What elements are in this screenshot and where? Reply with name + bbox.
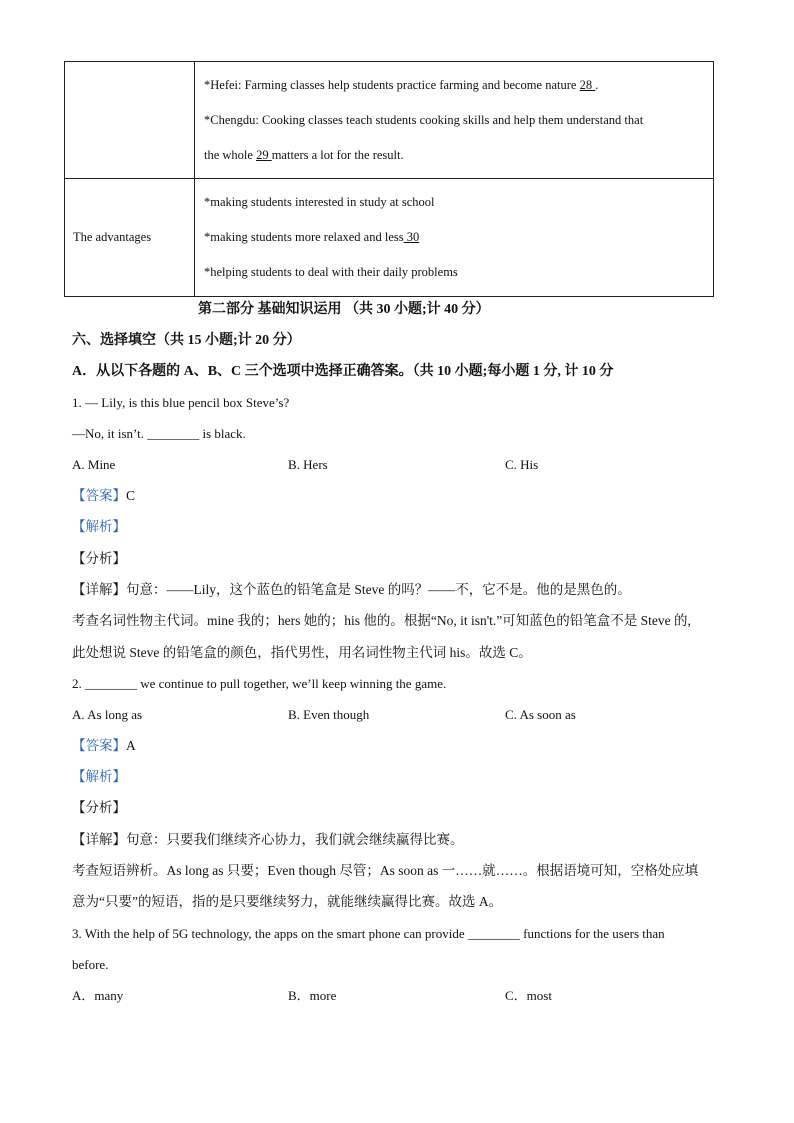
table-row — [65, 62, 714, 179]
answer-value: A — [126, 738, 136, 753]
q3-option-b: B．more — [288, 988, 337, 1003]
subsection-title: A．从以下各题的 A、B、C 三个选项中选择正确答案。（共 10 小题;每小题 1 分, 计 10 分 — [72, 364, 614, 379]
q2-option-c: C. As soon as — [505, 707, 576, 722]
q2-explain-line: 意为“只要”的短语，指的是只要继续努力，就能继续赢得比赛。故选 A。 — [72, 894, 503, 909]
detail-tag: 【详解】 — [72, 582, 126, 597]
table-line — [195, 255, 713, 290]
q1-option-b: B. Hers — [288, 457, 328, 472]
q3-option-a: A．many — [72, 988, 124, 1003]
line-text: *helping students to deal with their daily problems — [204, 265, 458, 279]
q1-answer — [72, 486, 135, 506]
line-text: the whole — [204, 148, 257, 162]
table-line — [195, 68, 713, 103]
answer-tag: 【答案】 — [72, 488, 126, 503]
q1-explain-line: 此处想说 Steve 的铅笔盒的颜色，指代男性，用名词性物主代词 his。故选 C。 — [72, 645, 532, 660]
blank-28: 28 — [579, 78, 596, 92]
q2-analysis-tag: 【解析】 — [72, 769, 126, 784]
q1-option-c: C. His — [505, 457, 539, 472]
line-text: *making students more relaxed and less — [204, 230, 404, 244]
section-title: 六、选择填空（共 15 小题;计 20 分） — [72, 333, 301, 348]
line-text: *making students interested in study at school — [204, 195, 435, 209]
detail-text: 句意：——Lily，这个蓝色的铅笔盒是 Steve 的吗？——不，它不是。他的是黑色的。 — [126, 582, 631, 597]
detail-tag: 【详解】 — [72, 832, 126, 847]
row-label-empty — [65, 62, 195, 179]
row-label: The advantages — [65, 179, 195, 297]
q1-analysis-tag: 【解析】 — [72, 519, 126, 534]
line-text: *Hefei: Farming classes help students practice farming and become nature — [204, 78, 580, 92]
table-line — [195, 220, 713, 255]
q3-option-c: C．most — [505, 988, 552, 1003]
row-content — [195, 62, 714, 179]
q3-stem: 3. With the help of 5G technology, the apps on the smart phone can provide ________ functions for the users than — [72, 926, 665, 941]
q2-fenxi-tag: 【分析】 — [72, 800, 126, 815]
q2-option-a: A. As long as — [72, 707, 143, 722]
part-title: 第二部分 基础知识运用 （共 30 小题;计 40 分） — [198, 302, 490, 317]
detail-text: 句意：只要我们继续齐心协力，我们就会继续赢得比赛。 — [126, 832, 464, 847]
line-text: *Chengdu: Cooking classes teach students cooking skills and help them understand that — [204, 113, 644, 127]
q2-answer — [72, 736, 136, 756]
q3-stem-cont: before. — [72, 957, 109, 972]
q1-option-a: A. Mine — [72, 457, 116, 472]
answer-tag: 【答案】 — [72, 738, 126, 753]
q1-stem: 1. — Lily, is this blue pencil box Steve’s? — [72, 395, 290, 410]
table-row — [65, 179, 714, 297]
line-text: . — [595, 78, 599, 92]
table-line — [195, 138, 713, 173]
table-line — [195, 103, 713, 138]
q2-explain-line: 考查短语辨析。As long as 只要；Even though 尽管；As soon as 一……就……。根据语境可知，空格处应填 — [72, 863, 699, 878]
q1-explain-line: 考查名词性物主代词。mine 我的；hers 她的；his 他的。根据“No, it isn't.”可知蓝色的铅笔盒不是 Steve 的, — [72, 613, 691, 628]
row-content — [195, 179, 714, 297]
line-text: matters a lot for the result. — [271, 148, 404, 162]
blank-29: 29 — [256, 148, 272, 162]
cloze-table — [64, 61, 714, 297]
q2-detail — [72, 830, 464, 850]
q1-stem-reply: —No, it isn’t. ________ is black. — [72, 426, 246, 441]
q2-option-b: B. Even though — [288, 707, 370, 722]
answer-value: C — [126, 488, 136, 503]
q2-stem: 2. ________ we continue to pull together, we’ll keep winning the game. — [72, 676, 447, 691]
table-line — [195, 185, 713, 220]
q1-detail — [72, 580, 631, 600]
q1-fenxi-tag: 【分析】 — [72, 551, 126, 566]
blank-30: 30 — [403, 230, 420, 244]
